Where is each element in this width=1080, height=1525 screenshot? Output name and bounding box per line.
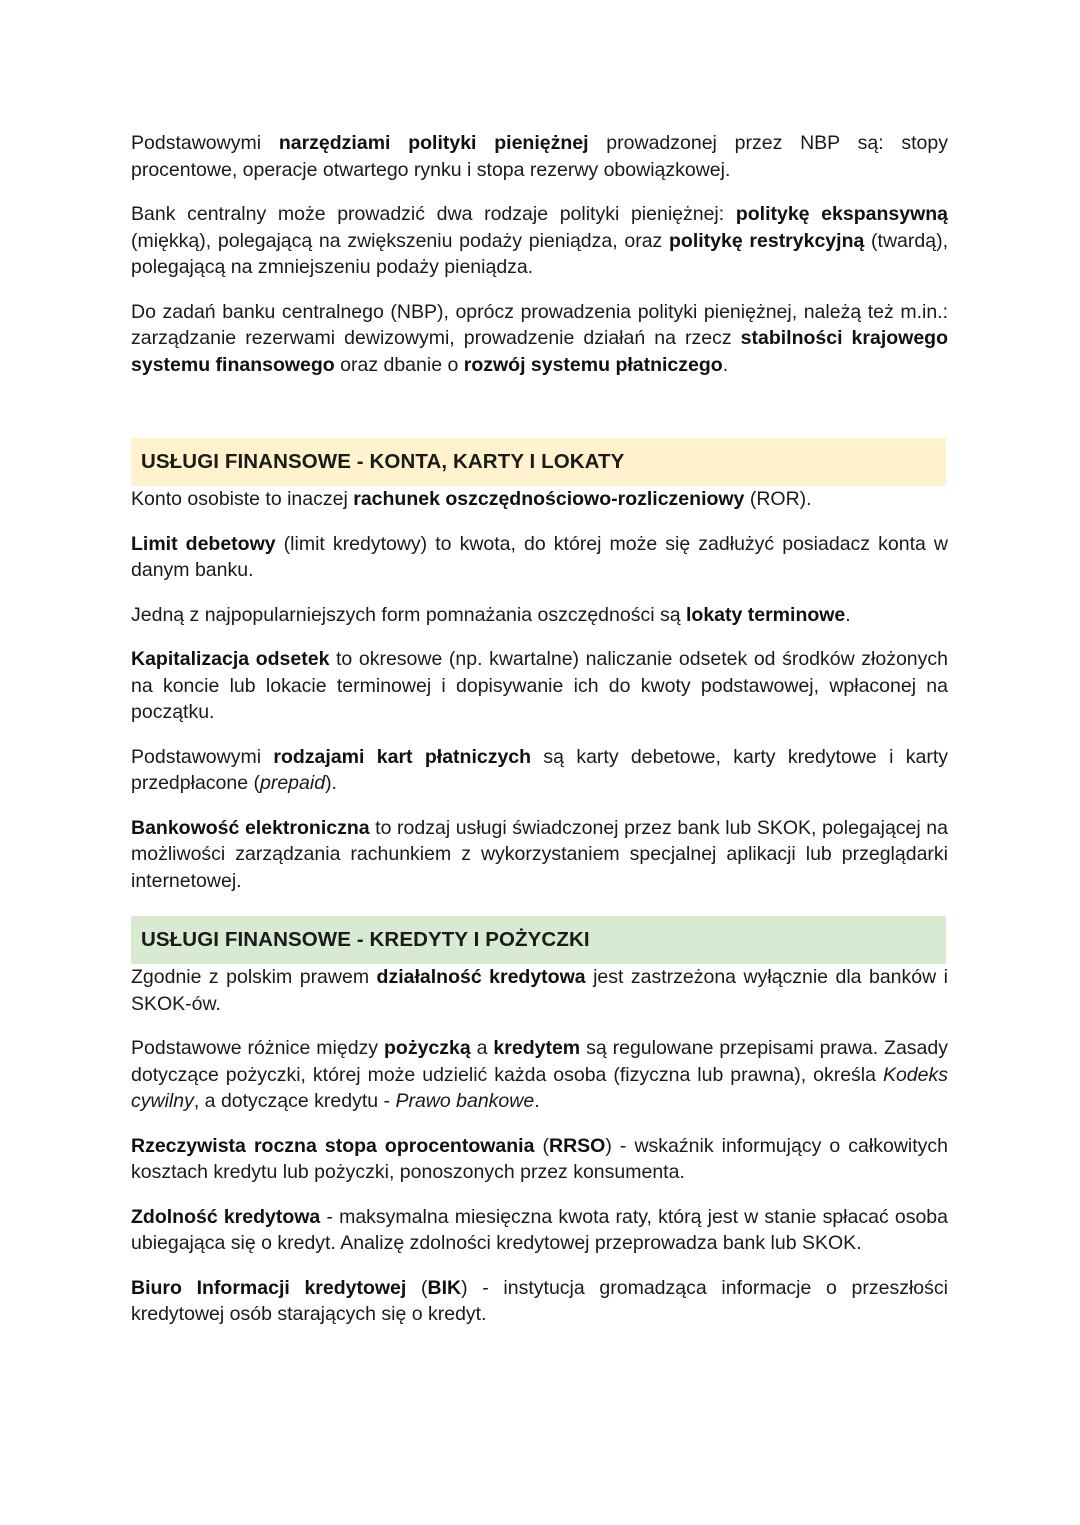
- bold-term: lokaty terminowe: [685, 603, 846, 626]
- text: (ROR).: [744, 488, 812, 510]
- bold-term: rodzajami kart płatniczych: [273, 745, 532, 768]
- text: , a dotyczące kredytu -: [193, 1090, 396, 1112]
- text: ) - instytucja gromadząca informacje o przeszłości kredytowej osób starających się o kredyt.: [131, 1276, 948, 1325]
- text: (miękką), polegającą na zwiększeniu podaży pieniądza, oraz: [131, 229, 670, 252]
- paragraph-policy-types: [131, 201, 948, 281]
- bold-term: Kapitalizacja odsetek: [131, 648, 330, 670]
- bold-term: pożyczką: [384, 1037, 471, 1059]
- document-page: [131, 130, 948, 1328]
- paragraph-debit-limit: [131, 531, 948, 584]
- paragraph-monetary-tools: [131, 130, 948, 183]
- paragraph-bik: [131, 1275, 948, 1328]
- text: Bank centralny może prowadzić dwa rodzaje polityki pieniężnej:: [131, 203, 736, 225]
- paragraph-central-bank-tasks: [131, 299, 948, 379]
- paragraph-credit-capacity: [131, 1204, 948, 1257]
- italic-term: Prawo bankowe: [395, 1090, 535, 1112]
- text: oraz dbanie o: [334, 353, 464, 376]
- text: Jedną z najpopularniejszych form pomnażania oszczędności są: [131, 603, 686, 626]
- section-heading-accounts: USŁUGI FINANSOWE - KONTA, KARTY I LOKATY: [131, 438, 946, 486]
- bold-term: Rzeczywista roczna stopa oprocentowania: [131, 1134, 535, 1157]
- text: (limit kredytowy) to kwota, do której może się zadłużyć posiadacz konta w danym banku.: [131, 532, 948, 581]
- text: Zgodnie z polskim prawem: [131, 966, 377, 988]
- bold-term: działalność kredytowa: [376, 966, 586, 988]
- paragraph-capitalization: [131, 646, 948, 726]
- paragraph-rrso: [131, 1133, 948, 1186]
- italic-term: prepaid: [260, 772, 326, 794]
- text: a: [470, 1037, 494, 1059]
- bold-term: Biuro Informacji kredytowej: [131, 1276, 407, 1299]
- text: ) - wskaźnik informujący o całkowitych kosztach kredytu lub pożyczki, ponoszonych przez konsumenta.: [131, 1134, 948, 1183]
- text: jest zastrzeżona wyłącznie dla banków i SKOK-ów.: [131, 966, 948, 1015]
- text: to rodzaj usługi świadczonej przez bank lub SKOK, polegającej na możliwości zarządzania rachunkiem z wykorzystaniem specjalnej aplikacji lub przeglądarki internetowej.: [131, 816, 948, 892]
- text: ).: [325, 772, 337, 794]
- text: to okresowe (np. kwartalne) naliczanie odsetek od środków złożonych na koncie lub lokacie terminowej i dopisywanie ich do kwoty podstawowej, wpłaconej na początku.: [131, 648, 949, 723]
- text: Konto osobiste to inaczej: [131, 488, 354, 510]
- bold-term: politykę ekspansywną: [735, 203, 949, 225]
- italic-term: Kodeks cywilny: [131, 1063, 948, 1112]
- paragraph-e-banking: [131, 815, 948, 895]
- bold-term: rozwój systemu płatniczego: [463, 353, 723, 376]
- bold-term: RRSO: [549, 1134, 606, 1157]
- section-heading-loans: USŁUGI FINANSOWE - KREDYTY I POŻYCZKI: [131, 916, 946, 964]
- text: Podstawowe różnice między: [131, 1037, 384, 1059]
- text: .: [534, 1090, 540, 1112]
- text: (twardą), polegającą na zmniejszeniu podaży pieniądza.: [131, 229, 948, 278]
- text: .: [845, 603, 851, 626]
- paragraph-ror: [131, 486, 948, 513]
- text: (: [534, 1134, 550, 1157]
- text: prowadzonej przez NBP są: stopy procentowe, operacje otwartego rynku i stopa rezerwy obowiązkowej.: [131, 132, 948, 181]
- text: .: [722, 353, 729, 376]
- text: są regulowane przepisami prawa. Zasady dotyczące pożyczki, której może udzielić każda osoba (fizyczna lub prawna), określa: [131, 1037, 948, 1086]
- bold-term: kredytem: [493, 1037, 581, 1059]
- bold-term: politykę restrykcyjną: [669, 229, 865, 252]
- text: - maksymalna miesięczna kwota raty, którą jest w stanie spłacać osoba ubiegająca się o kredyt. Analizę zdolności kredytowej przeprowadza bank lub SKOK.: [131, 1205, 948, 1254]
- paragraph-term-deposits: [131, 602, 948, 629]
- bold-term: narzędziami polityki pieniężnej: [278, 132, 589, 154]
- paragraph-credit-activity: [131, 964, 948, 1017]
- text: Do zadań banku centralnego (NBP), oprócz prowadzenia polityki pieniężnej, należą też m.in.: zarządzanie rezerwami dewizowymi, prowadzenie działań na rzecz: [131, 300, 948, 349]
- bold-term: Bankowość elektroniczna: [131, 816, 370, 839]
- text: Podstawowymi: [131, 745, 274, 768]
- paragraph-loan-vs-credit: [131, 1035, 948, 1115]
- text: (: [406, 1276, 428, 1299]
- text: Podstawowymi: [131, 132, 279, 154]
- bold-term: Limit debetowy: [131, 532, 276, 555]
- bold-term: Zdolność kredytowa: [131, 1205, 321, 1228]
- text: są karty debetowe, karty kredytowe i karty przedpłacone (: [131, 745, 948, 794]
- bold-term: BIK: [427, 1276, 462, 1299]
- bold-term: rachunek oszczędnościowo-rozliczeniowy: [353, 488, 745, 510]
- bold-term: stabilności krajowego systemu finansowego: [131, 327, 948, 376]
- paragraph-card-types: [131, 744, 948, 797]
